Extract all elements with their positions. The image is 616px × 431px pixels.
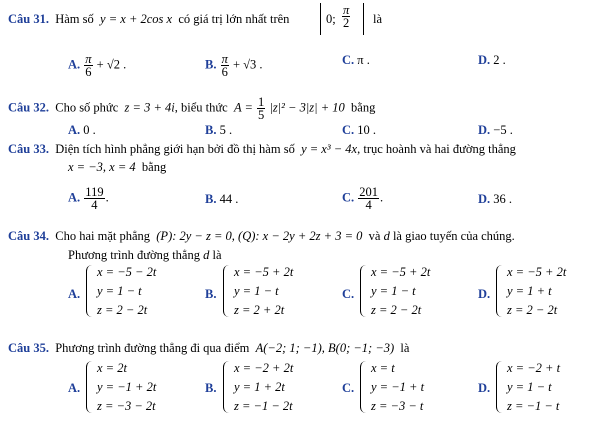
q34-planes: (P): 2y − z = 0, (Q): x − 2y + 2z + 3 = 0: [156, 229, 363, 243]
q35-points: A(−2; 1; −1), B(0; −1; −3): [255, 341, 395, 355]
q35-option-b[interactable]: x = −2 + 2t y = 1 + 2t z = −1 − 2t: [223, 361, 333, 413]
q33-number: Câu 33.: [8, 142, 49, 156]
q32-line: Câu 32. Cho số phức z = 3 + 4i, biểu thức A = $\frac{1}{5}$ |z|² − 3|z| + 10 bằng: [8, 95, 376, 122]
q32-option-d[interactable]: D. −5 .: [478, 123, 513, 137]
q35-option-a-label: A.: [68, 381, 81, 395]
q31-tail: là: [373, 12, 383, 26]
q32-number: Câu 32.: [8, 100, 49, 115]
q32-option-c[interactable]: C. 10 .: [342, 123, 377, 137]
q31-option-c[interactable]: C. π .: [342, 53, 370, 67]
q31-line: [8, 12, 289, 26]
q31-interval-frac: $\frac{\pi}{2}$: [343, 3, 350, 30]
q33-option-d[interactable]: D. 36 .: [478, 192, 513, 206]
q33-line2: x = −3, x = 4 bằng: [68, 160, 167, 174]
q34-number: Câu 34.: [8, 229, 49, 243]
q31-text: Hàm số: [55, 12, 94, 26]
q34-option-c-label: C.: [342, 287, 355, 301]
q32-option-a[interactable]: A. 0 .: [68, 123, 96, 137]
q35-option-c-label: C.: [342, 381, 355, 395]
q33-function: y = x³ − 4x: [301, 142, 358, 156]
q31-option-b[interactable]: B. $\frac{\pi}{6}$ + √3 .: [205, 52, 263, 79]
q35-option-b-label: B.: [205, 381, 217, 395]
q35-number: Câu 35.: [8, 341, 49, 355]
q34-option-a-label: A.: [68, 287, 81, 301]
q35-option-d-label: D.: [478, 381, 491, 395]
q34-option-d-label: D.: [478, 287, 491, 301]
q31-option-a[interactable]: A. $\frac{\pi}{6}$ + √2 .: [68, 52, 127, 79]
q34-option-c[interactable]: x = −5 + 2t y = 1 − t z = 2 − 2t: [360, 265, 470, 317]
q34-line1: Câu 34. Cho hai mặt phẳng (P): 2y − z = 0, (Q): x − 2y + 2z + 3 = 0 và d là giao tuyến của chúng.: [8, 229, 515, 243]
q34-option-a[interactable]: x = −5 − 2t y = 1 − t z = 2 − 2t: [86, 265, 196, 317]
q34-option-b-label: B.: [205, 287, 217, 301]
q32-z: z = 3 + 4i: [124, 100, 175, 115]
q33-option-b[interactable]: B. 44 .: [205, 192, 239, 206]
q35-line: Câu 35. Phương trình đường thẳng đi qua điểm A(−2; 1; −1), B(0; −1; −3) là: [8, 341, 410, 355]
q35-option-a[interactable]: x = 2t y = −1 + 2t z = −3 − 2t: [86, 361, 196, 413]
q31-number: Câu 31.: [8, 12, 49, 26]
q33-option-a[interactable]: A. $\frac{119}{4}$ .: [68, 185, 109, 212]
q31-text2: có giá trị lớn nhất trên: [178, 12, 290, 26]
q35-option-c[interactable]: x = t y = −1 + t z = −3 − t: [360, 361, 470, 413]
q32-frac: $\frac{1}{5}$: [258, 95, 265, 122]
q35-option-d[interactable]: x = −2 + t y = 1 − t z = −1 − t: [496, 361, 606, 413]
q34-option-d[interactable]: x = −5 + 2t y = 1 + t z = 2 − 2t: [496, 265, 606, 317]
q31-function: y = x + 2cos x: [100, 12, 173, 26]
q34-option-b[interactable]: x = −5 + 2t y = 1 − t z = 2 + 2t: [223, 265, 333, 317]
q31-option-d[interactable]: D. 2 .: [478, 53, 506, 67]
q33-option-c[interactable]: C. $\frac{201}{4}$ .: [342, 185, 384, 212]
q32-expr: |z|² − 3|z| + 10: [269, 100, 345, 115]
q32-option-b[interactable]: B. 5 .: [205, 123, 233, 137]
q34-line2: Phương trình đường thẳng d là: [68, 248, 222, 262]
q33-line1: Câu 33. Diện tích hình phẳng giới hạn bởi đồ thị hàm số y = x³ − 4x, trục hoành và hai đường thẳng: [8, 142, 516, 156]
q31-interval-left: 0;: [326, 12, 336, 26]
